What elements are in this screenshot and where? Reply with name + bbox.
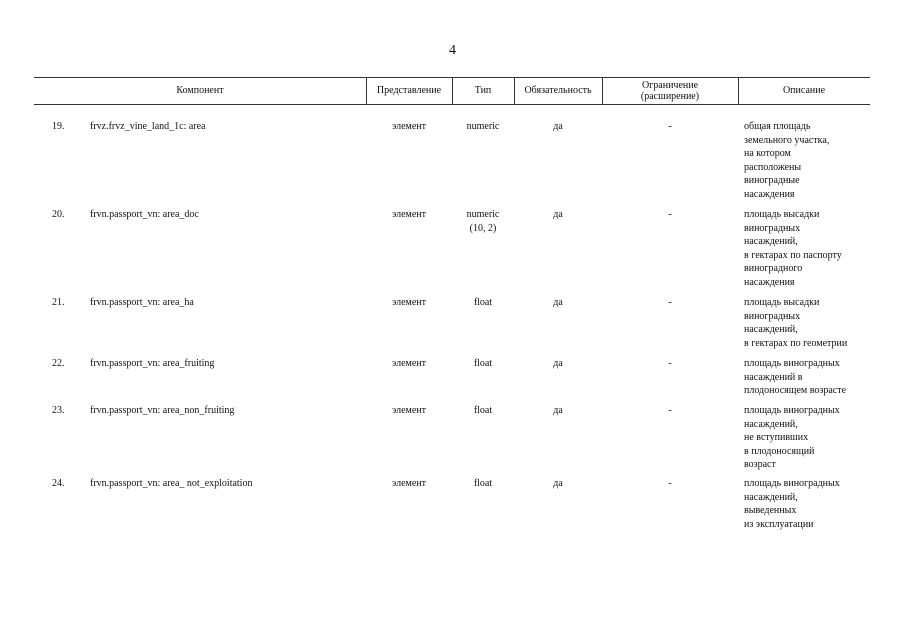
page-number: 4 [449,43,456,58]
description-line: расположены [744,161,802,173]
type-line: (10, 2) [469,222,497,234]
type-value [452,477,514,491]
description-line: площадь виноградных [744,358,840,369]
description-line: насаждений в [744,371,803,383]
description-value [744,357,870,398]
header-limit-line1: Ограничение [641,79,699,91]
mandatory-value: да [553,121,563,132]
type-value [452,404,514,418]
header-representation: Представление [376,85,442,96]
header-mandatory: Обязательность [524,85,592,96]
component-name: frvn.passport_vn: area_fruiting [90,358,215,369]
representation-value: элемент [391,478,427,489]
type-line: float [473,358,493,369]
row-number: 19. [52,121,65,132]
component-name: frvz.frvz_vine_land_1c: area [90,121,206,132]
limit-value: - [668,405,672,416]
header-component: Компонент [176,85,224,96]
mandatory-value: да [553,405,563,416]
type-line: numeric [466,121,500,132]
type-value [452,120,514,134]
description-line: насаждений, [744,418,798,430]
description-line: насаждений, [744,324,798,335]
description-line: в плодоносящий [744,445,815,457]
row-number: 22. [52,358,65,369]
representation-value: элемент [391,297,427,308]
description-line: виноградных [744,222,801,234]
header-description: Описание [782,85,826,96]
description-line: в гектарах по паспорту [744,249,842,261]
description-value [744,120,870,201]
limit-value: - [668,121,672,132]
type-value [452,208,514,235]
description-value [744,296,870,350]
representation-value: элемент [391,358,427,369]
header-limit-line2: (расширение) [640,90,700,102]
description-line: возраст [744,459,776,470]
description-line: виноградные [744,175,800,186]
description-line: насаждений, [744,236,798,247]
description-line: не вступивших [744,432,809,443]
limit-value: - [668,209,672,220]
description-value [744,404,870,472]
row-number: 23. [52,405,65,416]
description-value [744,208,870,289]
description-value [744,477,870,531]
type-line: float [473,405,493,416]
representation-value: элемент [391,405,427,416]
description-line: общая площадь [744,121,811,132]
component-name: frvn.passport_vn: area_doc [90,209,199,220]
mandatory-value: да [553,297,563,308]
component-name: frvn.passport_vn: area_non_fruiting [90,405,235,416]
header-limit [602,77,738,104]
description-line: площадь виноградных [744,405,840,416]
component-name: frvn.passport_vn: area_ not_exploitation [90,478,253,489]
type-value [452,357,514,371]
mandatory-value: да [553,358,563,369]
row-number: 24. [52,478,65,489]
description-line: в гектарах по геометрии [744,337,848,349]
type-value [452,296,514,310]
representation-value: элемент [391,209,427,220]
description-line: плодоносящем возрасте [744,385,847,396]
type-line: numeric [466,209,500,220]
description-line: на котором [744,148,791,159]
description-line: земельного участка, [744,134,830,146]
limit-value: - [668,358,672,369]
header-type: Тип [474,85,492,96]
description-line: насаждений, [744,491,798,503]
type-line: float [473,297,493,308]
description-line: площадь виноградных [744,478,840,489]
table-header-bottom-rule [34,104,870,105]
component-name: frvn.passport_vn: area_ha [90,297,194,308]
description-line: насаждения [744,276,795,288]
description-line: виноградного [744,263,803,274]
description-line: виноградных [744,310,801,322]
mandatory-value: да [553,478,563,489]
description-line: площадь высадки [744,209,820,220]
limit-value: - [668,297,672,308]
description-line: насаждения [744,188,795,200]
description-line: из эксплуатации [744,518,814,530]
representation-value: элемент [391,121,427,132]
row-number: 21. [52,297,65,308]
limit-value: - [668,478,672,489]
mandatory-value: да [553,209,563,220]
description-line: выведенных [744,505,797,516]
type-line: float [473,478,493,489]
row-number: 20. [52,209,65,220]
description-line: площадь высадки [744,297,820,308]
